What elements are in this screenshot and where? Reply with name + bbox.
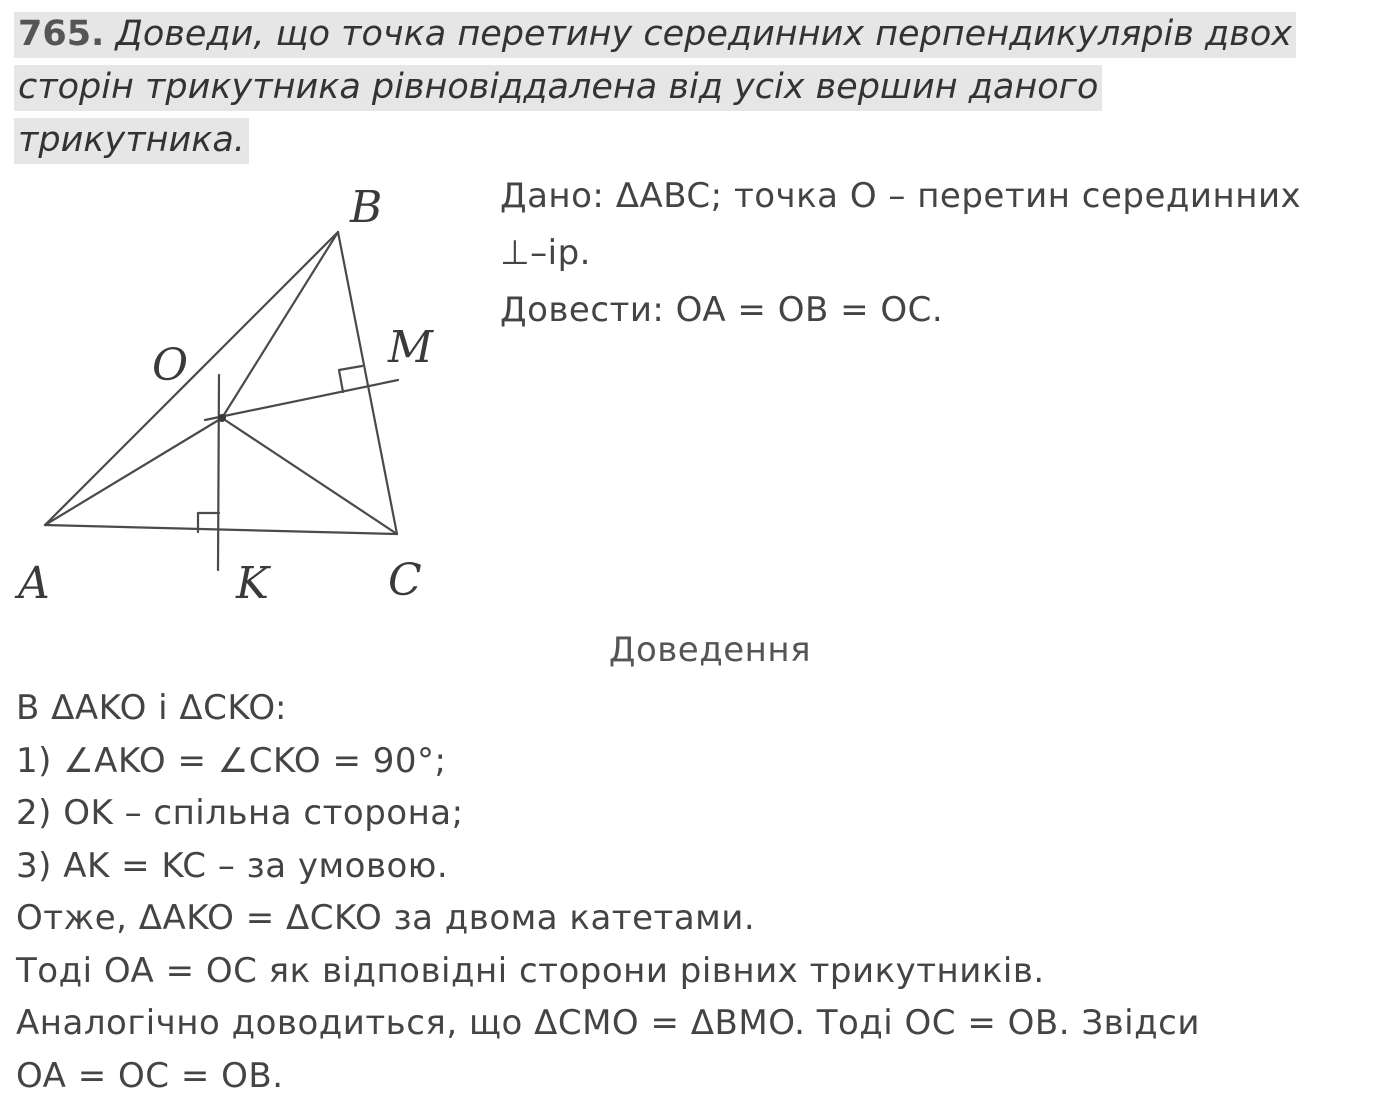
proof-line: В ΔAKO і ΔCKO: [16,688,287,728]
proof-line: 3) AK = KC – за умовою. [16,845,449,886]
point-o [218,414,226,422]
proof-line: 2) OK – спільна сторона; [16,793,464,833]
given-section [500,168,1380,339]
proof-heading [0,630,1390,670]
proof-line: Тоді OA = OC як відповідні сторони рівних трикутників. [16,950,1045,991]
prove-line: Довести: OA = OB = OC. [500,290,944,330]
label-c: C [388,555,422,606]
task-line-2 [14,61,1374,114]
label-k: K [236,558,269,609]
task-text-2: сторін трикутника рівновіддалена від усіх вершин даного [14,65,1102,111]
segment-oa [45,418,222,525]
label-m: M [388,322,434,373]
task-line-3 [14,114,1374,167]
proof-line: 1) ∠AKO = ∠CKO = 90°; [16,740,447,781]
label-o: O [152,340,189,391]
proof-line: OA = OC = OB. [16,1055,284,1096]
label-b: B [350,182,383,233]
task-text-3: трикутника. [14,118,249,164]
perpendicular-ok [218,375,219,570]
proof-line: Отже, ΔAKO = ΔCKO за двома катетами. [16,898,756,938]
segment-ob [222,232,338,418]
task-statement [14,8,1374,167]
proof-body [16,682,1376,1102]
task-text-1: Доведи, що точка перетину серединних перпендикулярів двох [115,14,1292,54]
segment-oc [222,418,397,534]
task-line-1 [14,8,1374,61]
given-line-1: Дано: ΔABC; точка O – перетин серединних [500,176,1302,216]
triangle-figure [0,170,470,620]
proof-line: Аналогічно доводиться, що ΔCMO = ΔBMO. Тоді OC = OB. Звідси [16,1003,1200,1043]
side-ac [45,525,397,534]
proof-heading-text: Доведення [608,630,812,670]
given-line-2: ⊥–ір. [500,233,591,273]
task-number: 765. [18,14,105,54]
label-a: A [18,558,50,609]
side-ab [45,232,338,525]
